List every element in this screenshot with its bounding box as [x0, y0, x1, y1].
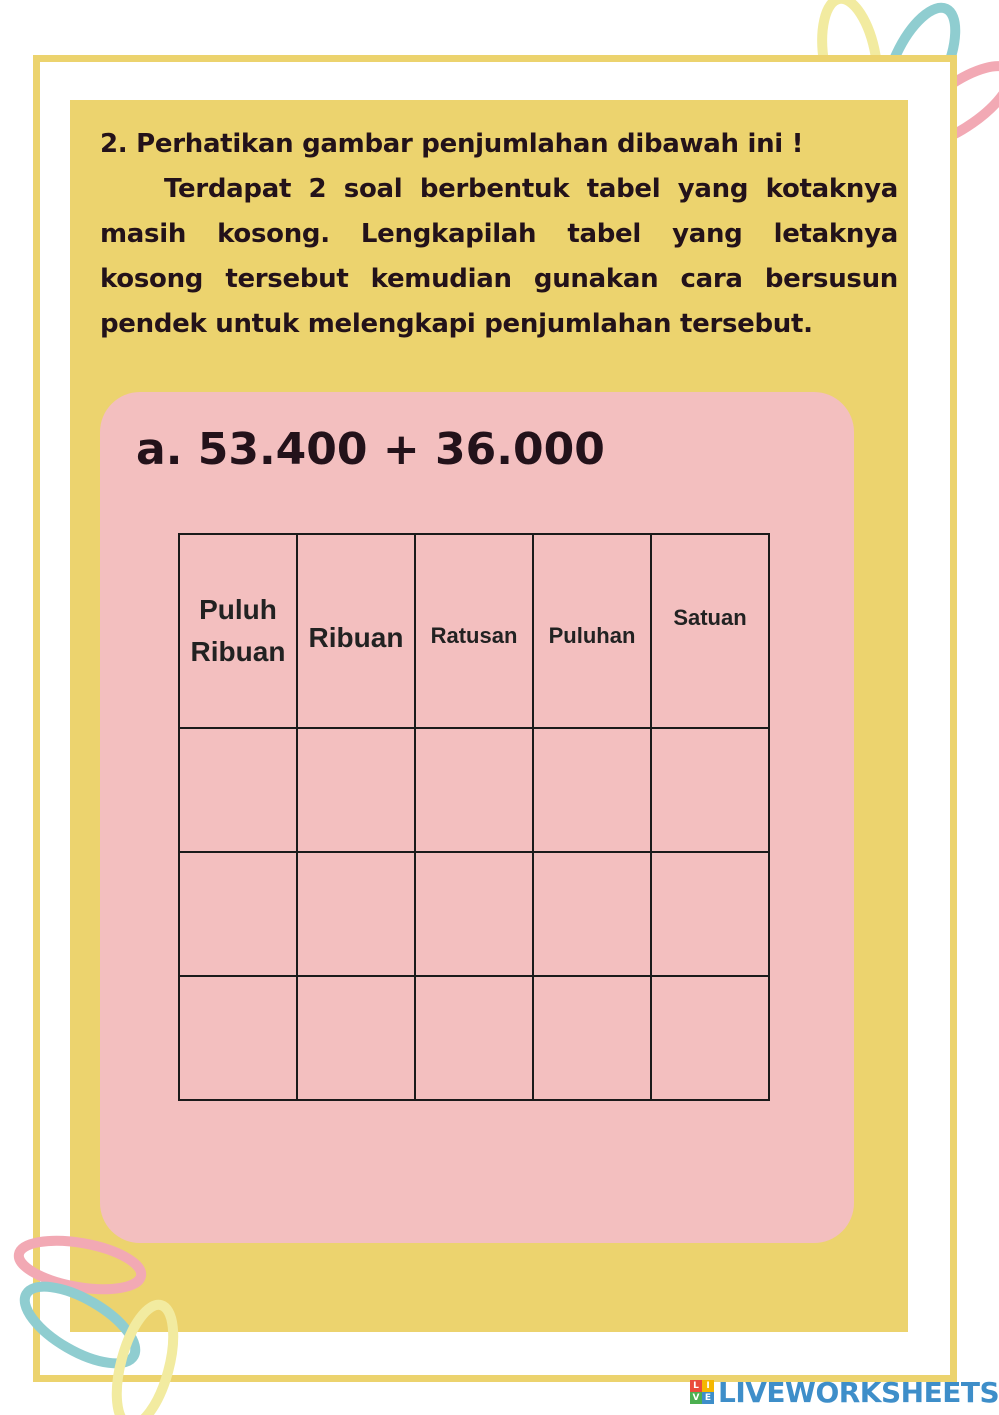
- answer-cell[interactable]: [415, 728, 533, 852]
- answer-cell[interactable]: [533, 728, 651, 852]
- header-ribuan: Ribuan: [297, 534, 415, 728]
- table-row: [179, 728, 769, 852]
- header-puluh-ribuan-line1: Puluh: [199, 594, 277, 625]
- header-puluh-ribuan: [179, 534, 297, 728]
- header-ratusan: Ratusan: [415, 534, 533, 728]
- answer-cell[interactable]: [297, 976, 415, 1100]
- instructions-paragraph: Terdapat 2 soal berbentuk tabel yang kotaknya masih kosong. Lengkapilah tabel yang letaknya kosong tersebut kemudian gunakan cara bersusun pendek untuk melengkapi penjumlahan tersebut.: [100, 174, 898, 339]
- logo-letter: L: [690, 1380, 702, 1392]
- brand-name: LIVEWORKSHEETS: [718, 1375, 999, 1409]
- answer-cell[interactable]: [651, 852, 769, 976]
- logo-letter: E: [702, 1392, 714, 1404]
- answer-cell[interactable]: [179, 976, 297, 1100]
- answer-cell[interactable]: [415, 976, 533, 1100]
- table-row: [179, 852, 769, 976]
- answer-cell[interactable]: [415, 852, 533, 976]
- liveworksheets-logo-icon: [690, 1380, 714, 1404]
- answer-cell[interactable]: [297, 728, 415, 852]
- liveworksheets-brand[interactable]: [690, 1374, 999, 1410]
- header-satuan: Satuan: [651, 534, 769, 728]
- table-header-row: [179, 534, 769, 728]
- header-puluh-ribuan-line2: Ribuan: [190, 636, 286, 667]
- answer-cell[interactable]: [651, 976, 769, 1100]
- logo-letter: I: [702, 1380, 714, 1392]
- problem-title: a. 53.400 + 36.000: [136, 424, 605, 475]
- logo-letter: V: [690, 1392, 702, 1404]
- answer-cell[interactable]: [297, 852, 415, 976]
- place-value-table: [178, 533, 770, 1101]
- answer-cell[interactable]: [179, 852, 297, 976]
- table-row: [179, 976, 769, 1100]
- decorative-petals-bottom-left-icon: [0, 1225, 200, 1415]
- answer-cell[interactable]: [533, 852, 651, 976]
- answer-cell[interactable]: [651, 728, 769, 852]
- answer-cell[interactable]: [533, 976, 651, 1100]
- instructions-heading: 2. Perhatikan gambar penjumlahan dibawah ini !: [100, 129, 804, 159]
- answer-cell[interactable]: [179, 728, 297, 852]
- instructions-block: [100, 122, 898, 347]
- header-puluhan: Puluhan: [533, 534, 651, 728]
